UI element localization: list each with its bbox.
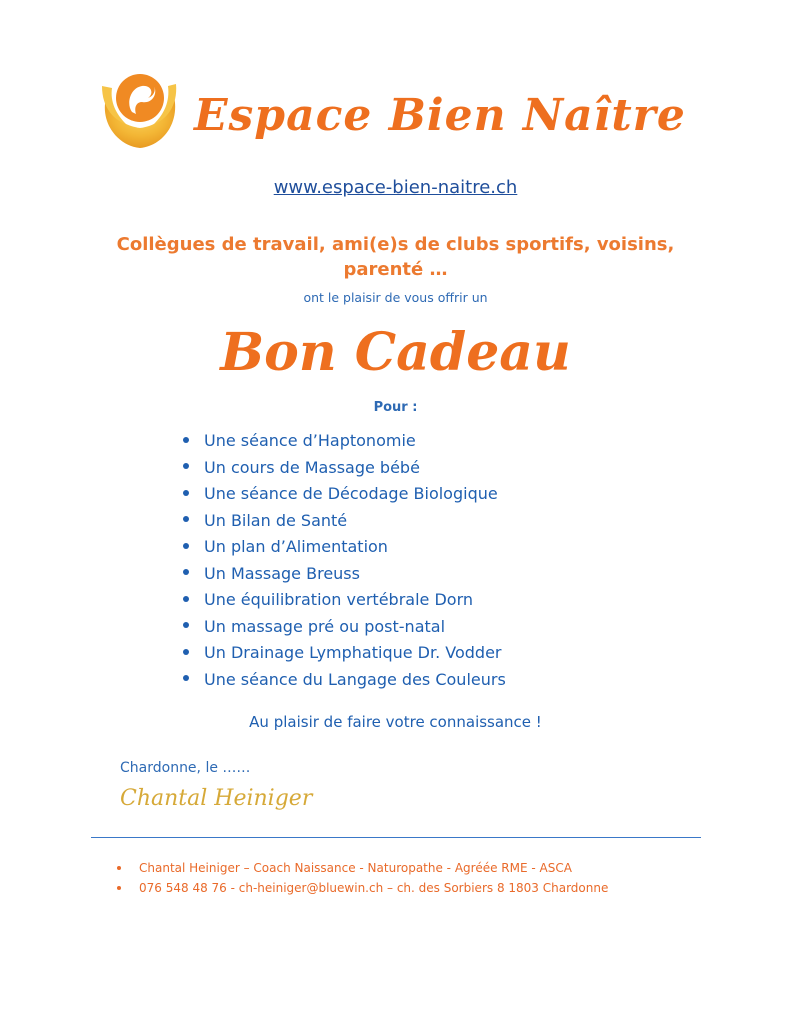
list-item: Un cours de Massage bébé — [183, 457, 506, 484]
bullet-icon — [183, 675, 189, 681]
phoenix-icon — [96, 68, 182, 150]
divider — [91, 837, 701, 838]
place-date: Chardonne, le …… — [120, 760, 251, 776]
website-link[interactable]: www.espace-bien-naitre.ch — [273, 177, 518, 198]
list-item: Une séance d’Haptonomie — [183, 430, 506, 457]
list-item: Un Bilan de Santé — [183, 510, 506, 537]
bullet-icon — [183, 596, 189, 602]
bullet-icon — [183, 543, 189, 549]
bullet-icon — [183, 463, 189, 469]
footer-item: 076 548 48 76 - ch-heiniger@bluewin.ch – ch. des Sorbiers 8 1803 Chardonne — [117, 878, 608, 898]
bullet-icon — [183, 622, 189, 628]
closing-text: Au plaisir de faire votre connaissance ! — [249, 713, 542, 731]
bullet-icon — [183, 490, 189, 496]
list-item: Une équilibration vertébrale Dorn — [183, 589, 506, 616]
bullet-icon — [183, 437, 189, 443]
intro-text — [60, 232, 731, 282]
footer-item: Chantal Heiniger – Coach Naissance - Naturopathe - Agréée RME - ASCA — [117, 858, 608, 878]
bullet-icon — [183, 649, 189, 655]
list-item: Un Drainage Lymphatique Dr. Vodder — [183, 642, 506, 669]
services-list — [183, 430, 506, 695]
bullet-icon — [117, 866, 121, 870]
phoenix-logo — [96, 68, 182, 150]
voucher-title: Bon Cadeau — [220, 322, 571, 383]
offer-text: ont le plaisir de vous offrir un — [303, 290, 488, 305]
intro-line-1: Collègues de travail, ami(e)s de clubs sportifs, voisins, — [116, 234, 675, 255]
list-item: Un plan d’Alimentation — [183, 536, 506, 563]
list-item: Une séance de Décodage Biologique — [183, 483, 506, 510]
pour-label: Pour : — [373, 400, 418, 415]
bullet-icon — [117, 886, 121, 890]
intro-line-2: parenté … — [343, 259, 448, 280]
list-item: Un massage pré ou post-natal — [183, 616, 506, 643]
brand-title: Espace Bien Naître — [194, 90, 686, 141]
list-item: Une séance du Langage des Couleurs — [183, 669, 506, 696]
signature: Chantal Heiniger — [120, 786, 313, 811]
bullet-icon — [183, 569, 189, 575]
list-item: Un Massage Breuss — [183, 563, 506, 590]
bullet-icon — [183, 516, 189, 522]
footer-contact — [117, 858, 608, 898]
